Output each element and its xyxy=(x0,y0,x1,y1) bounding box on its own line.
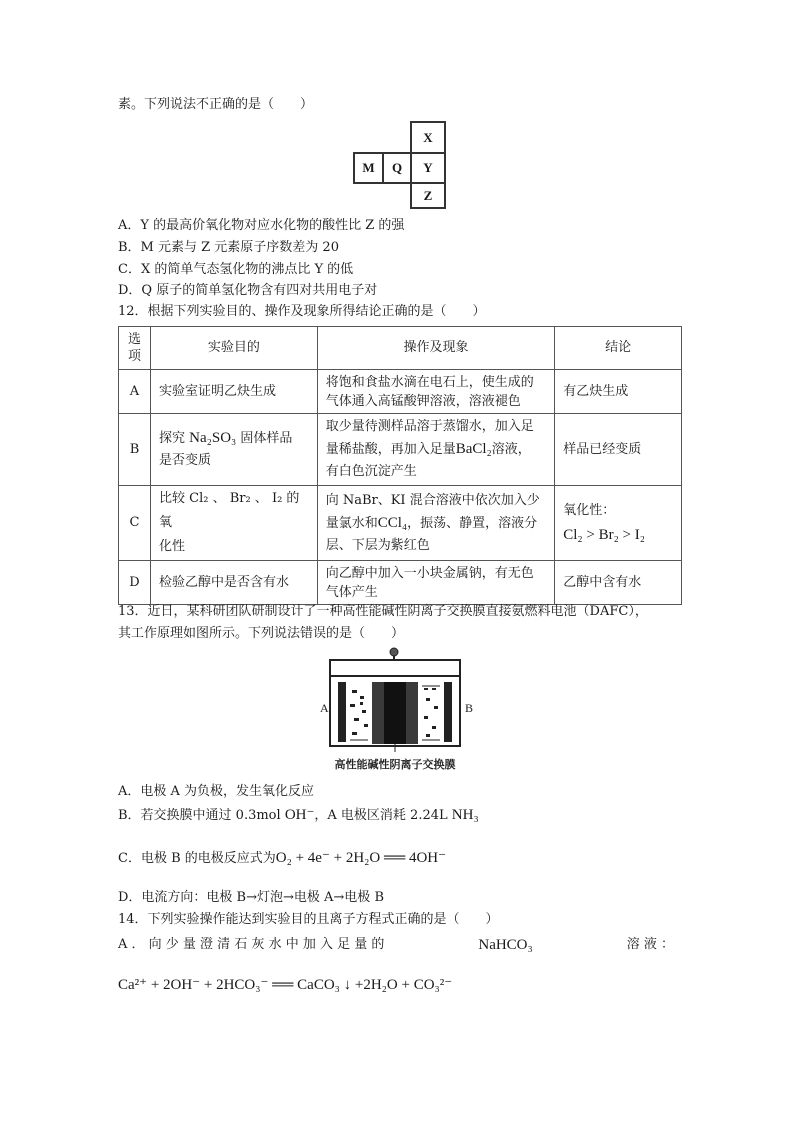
header-operation: 操作及现象 xyxy=(317,327,555,370)
q11-option-a: A．Y 的最高价氧化物对应水化物的酸性比 Z 的强 xyxy=(118,218,405,233)
op-line: 气体产生 xyxy=(325,584,378,600)
figure-caption: 高性能碱性阴离子交换膜 xyxy=(334,758,456,771)
label-electrode-b: B xyxy=(465,701,474,715)
q12-table xyxy=(118,326,682,605)
formula-nh3: NH₃ xyxy=(451,807,479,823)
op-line: 量氯水和 xyxy=(325,515,378,531)
purpose-text: 化性 xyxy=(158,539,185,554)
grid-cell-x: X xyxy=(410,121,446,154)
q13-option-c-text: C．电极 B 的电极反应式为 xyxy=(118,851,276,866)
header-option-line1: 选 xyxy=(127,332,141,347)
row-operation xyxy=(317,486,555,561)
q14-option-a-text: A ． 向 少 量 澄 清 石 灰 水 中 加 入 足 量 的 xyxy=(118,937,385,952)
grid-cell-m: M xyxy=(353,152,384,184)
q13-option-d: D．电流方向：电极 B→灯泡→电极 A→电极 B xyxy=(118,890,384,905)
op-line: 取少量待测样品溶于蒸馏水，加入足 xyxy=(325,419,534,434)
grid-cell-z: Z xyxy=(410,182,446,209)
row-purpose: 检验乙醇中是否含有水 xyxy=(150,561,317,605)
q14-stem: 14．下列实验操作能达到实验目的且离子方程式正确的是（ ） xyxy=(118,912,499,927)
row-option: D xyxy=(119,561,151,605)
q11-option-d: D．Q 原子的简单氢化物含有四对共用电子对 xyxy=(118,283,378,298)
purpose-text: 是否变质 xyxy=(158,453,211,468)
q13-stem-line2: 其工作原理如图所示。下列说法错误的是（ ） xyxy=(118,626,405,641)
q13-stem-line1: 13．近日，某科研团队研制设计了一种高性能碱性阴离子交换膜直接氨燃料电池（DAFC）， xyxy=(118,604,648,619)
grid-cell-y: Y xyxy=(410,152,446,184)
purpose-text: 固体样品 xyxy=(240,431,293,446)
q14-option-a xyxy=(118,936,674,954)
op-line: 向 NaBr、KI 混合溶液中依次加入少 xyxy=(325,492,540,508)
row-option: A xyxy=(119,370,151,414)
q11-option-b: B．M 元素与 Z 元素原子序数差为 20 xyxy=(118,240,339,255)
q13-option-b-text: ，A 电极区消耗 2.24L xyxy=(314,808,448,823)
q12-stem: 12．根据下列实验目的、操作及现象所得结论正确的是（ ） xyxy=(118,304,486,319)
table-row xyxy=(119,414,682,486)
formula-oh: OH⁻ xyxy=(284,807,315,823)
row-purpose xyxy=(150,414,317,486)
table-row xyxy=(119,486,682,561)
row-conclusion: 样品已经变质 xyxy=(555,414,682,486)
formula-na2so3: Na₂SO₃ xyxy=(189,430,237,446)
q14-option-a-tail: 溶 液 ： xyxy=(626,937,674,952)
purpose-text: 探究 xyxy=(158,431,185,446)
q11-option-c: C．X 的简单气态氢化物的沸点比 Y 的低 xyxy=(118,262,354,277)
q12-header-row xyxy=(119,327,682,370)
op-line: 溶液， xyxy=(491,442,531,457)
table-row xyxy=(119,370,682,414)
op-line: 量稀盐酸，再加入足量 xyxy=(325,442,456,457)
grid-cell-q: Q xyxy=(382,152,412,184)
formula-nahco3: NaHCO₃ xyxy=(478,937,533,953)
header-purpose: 实验目的 xyxy=(150,327,317,370)
fuel-cell-diagram xyxy=(310,646,485,774)
table-row xyxy=(119,561,682,605)
row-conclusion: 有乙炔生成 xyxy=(555,370,682,414)
op-line: 向乙醇中加入一小块金属钠，有无色 xyxy=(325,565,534,581)
purpose-text: 比较 Cl₂ 、 Br₂ 、 I₂ 的氧 xyxy=(158,491,300,530)
header-option xyxy=(119,327,151,370)
header-option-line2: 项 xyxy=(127,349,141,364)
row-purpose: 实验室证明乙炔生成 xyxy=(150,370,317,414)
row-operation xyxy=(317,370,555,414)
op-line: 有白色沉淀产生 xyxy=(325,464,417,479)
q13-option-b xyxy=(118,806,479,825)
op-line: ，振荡、静置，溶液分 xyxy=(407,515,538,531)
q11-stem-tail: 素。下列说法不正确的是（ ） xyxy=(118,97,314,112)
op-line: 将饱和食盐水滴在电石上，使生成的 xyxy=(325,374,534,390)
header-conclusion: 结论 xyxy=(555,327,682,370)
row-option: B xyxy=(119,414,151,486)
op-line: 气体通入高锰酸钾溶液，溶液褪色 xyxy=(325,393,521,409)
label-electrode-a: A xyxy=(320,701,329,715)
row-operation xyxy=(317,561,555,605)
row-purpose xyxy=(150,486,317,561)
q14-option-a-equation: Ca²⁺ + 2OH⁻ + 2HCO₃⁻ ══ CaCO₃ ↓ +2H₂O + CO₃²⁻ xyxy=(118,977,453,993)
q13-option-b-text: B．若交换膜中通过 0.3mol xyxy=(118,808,281,823)
row-conclusion xyxy=(555,486,682,561)
q13-option-c xyxy=(118,849,446,868)
lamp-icon xyxy=(390,648,398,656)
equation-cathode: O₂ + 4e⁻ + 2H₂O ══ 4OH⁻ xyxy=(275,850,447,866)
conclusion-text: 氧化性： xyxy=(563,502,616,518)
electrode-b xyxy=(444,682,452,742)
conclusion-formula: Cl₂ > Br₂ > I₂ xyxy=(563,526,645,543)
row-conclusion: 乙醇中含有水 xyxy=(555,561,682,605)
row-operation xyxy=(317,414,555,486)
electrode-a xyxy=(338,682,346,742)
op-line: 层、下层为紫红色 xyxy=(325,537,430,553)
formula-ccl4: CCl₄ xyxy=(377,514,408,531)
formula-bacl2: BaCl₂ xyxy=(455,441,492,457)
row-option: C xyxy=(119,486,151,561)
q13-option-a: A．电极 A 为负极，发生氧化反应 xyxy=(118,784,315,799)
